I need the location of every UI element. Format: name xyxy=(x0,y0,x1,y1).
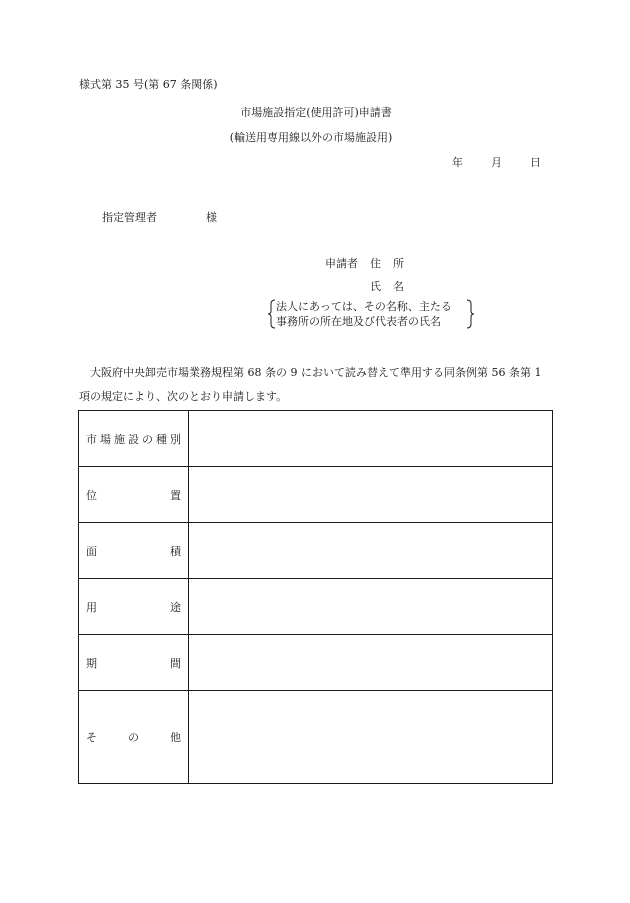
table-row xyxy=(79,467,553,523)
purpose-label: 用途 xyxy=(79,579,189,635)
area-label: 面積 xyxy=(79,523,189,579)
corporate-note-line2: 事務所の所在地及び代表者の氏名 xyxy=(276,315,441,328)
applicant-label: 申請者 xyxy=(325,257,358,270)
addressee-suffix: 様 xyxy=(206,211,217,224)
table-row xyxy=(79,523,553,579)
table-row xyxy=(79,635,553,691)
date-year[interactable]: 年 xyxy=(452,156,463,169)
table-row xyxy=(79,411,553,467)
other-label: その他 xyxy=(79,691,189,784)
period-field[interactable] xyxy=(189,635,553,691)
document-subtitle: (輸送用専用線以外の市場施設用) xyxy=(229,131,393,144)
date-line xyxy=(452,156,541,170)
facility-type-label: 市場施設の種別 xyxy=(79,411,189,467)
address-label[interactable]: 住所 xyxy=(370,257,416,270)
application-details-table xyxy=(78,410,553,784)
table-row xyxy=(79,579,553,635)
area-field[interactable] xyxy=(189,523,553,579)
form-number: 様式第 35 号(第 67 条関係) xyxy=(79,78,218,91)
document-title: 市場施設指定(使用許可)申請書 xyxy=(240,106,392,119)
location-label: 位置 xyxy=(79,467,189,523)
corporate-note-line1: 法人にあっては、その名称、主たる xyxy=(276,300,452,313)
application-statement: 大阪府中央卸売市場業務規程第 68 条の 9 において読み替えて準用する同条例第 56 条第 1 項の規定により、次のとおり申請します。 xyxy=(79,366,542,403)
addressee-label: 指定管理者 xyxy=(102,211,157,224)
date-month[interactable]: 月 xyxy=(491,156,502,169)
date-day[interactable]: 日 xyxy=(530,156,541,169)
purpose-field[interactable] xyxy=(189,579,553,635)
table-row xyxy=(79,691,553,784)
other-field[interactable] xyxy=(189,691,553,784)
period-label: 期間 xyxy=(79,635,189,691)
name-label[interactable]: 氏名 xyxy=(370,280,416,293)
facility-type-field[interactable] xyxy=(189,411,553,467)
location-field[interactable] xyxy=(189,467,553,523)
